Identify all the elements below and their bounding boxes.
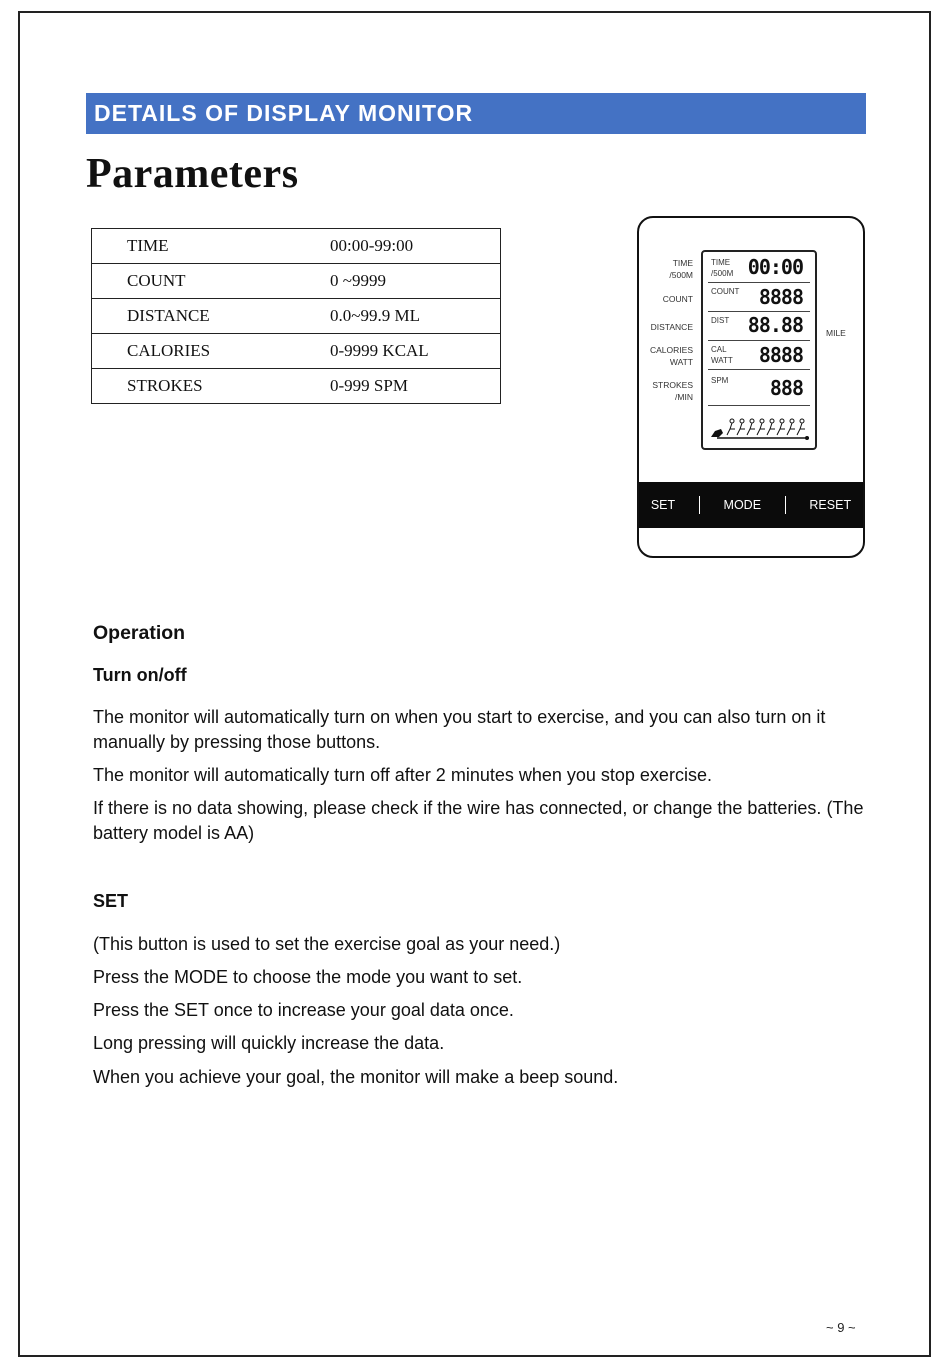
lcd-label-time-line2: /500M: [711, 269, 734, 278]
lcd-dist-value: 88.88: [747, 313, 803, 337]
mode-button[interactable]: MODE: [723, 498, 762, 512]
parameters-table: [91, 228, 501, 404]
page-number: ~ 9 ~: [826, 1320, 856, 1335]
left-label-strokes-line2: /MIN: [675, 392, 693, 402]
lcd-label-cal-line1: CAL: [711, 345, 727, 354]
left-label-calories-line1: CALORIES: [650, 345, 693, 355]
lcd-divider: [708, 405, 810, 406]
lcd-label-time-line1: TIME: [711, 258, 731, 267]
left-label-calories-line2: WATT: [669, 357, 693, 367]
set-paragraph: Press the SET once to increase your goal data once.: [93, 1000, 514, 1020]
lcd-divider: [708, 340, 810, 341]
reset-button[interactable]: RESET: [809, 498, 852, 512]
monitor-diagram: [637, 216, 865, 558]
table-row: [92, 334, 501, 369]
table-row: [92, 369, 501, 404]
param-name: CALORIES: [92, 334, 331, 369]
lcd-label-count: COUNT: [711, 287, 740, 296]
button-divider: [785, 496, 786, 514]
set-paragraph: When you achieve your goal, the monitor will make a beep sound.: [93, 1067, 619, 1087]
left-label-time-line1: TIME: [672, 258, 693, 268]
lcd-screen: [701, 250, 817, 450]
lcd-divider: [708, 282, 810, 283]
turn-on-off-paragraph: The monitor will automatically turn on when you start to exercise, and you can also turn on it manually by pressing those buttons.: [93, 707, 826, 752]
left-label-calories: [650, 344, 693, 368]
lcd-divider: [708, 369, 810, 370]
monitor-button-bar: [639, 482, 863, 528]
param-name: STROKES: [92, 369, 331, 404]
button-divider: [699, 496, 700, 514]
lcd-label-spm: SPM: [711, 376, 729, 385]
left-label-strokes-line1: STROKES: [652, 380, 693, 390]
lcd-time-value: 00:00: [747, 255, 803, 279]
section-header-bar: [86, 93, 866, 134]
lcd-label-time: [711, 257, 733, 279]
param-range: 0 ~9999: [330, 264, 501, 299]
lcd-count-value: 8888: [758, 285, 803, 309]
table-row: [92, 299, 501, 334]
left-label-time-line2: /500M: [669, 270, 693, 280]
set-paragraph: (This button is used to set the exercise goal as your need.): [93, 934, 561, 954]
param-name: DISTANCE: [92, 299, 331, 334]
set-button[interactable]: SET: [650, 498, 676, 512]
set-paragraph: Long pressing will quickly increase the data.: [93, 1033, 445, 1053]
set-heading: SET: [93, 891, 129, 911]
section-header-title: DETAILS OF DISPLAY MONITOR: [94, 100, 474, 126]
left-label-count: COUNT: [662, 294, 693, 304]
rower-progress-icon: [709, 417, 809, 441]
turn-on-off-heading: Turn on/off: [93, 665, 187, 685]
turn-on-off-paragraph: If there is no data showing, please check if the wire has connected, or change the batteries. (The battery model is AA): [93, 798, 864, 843]
right-label-mile: MILE: [826, 328, 846, 338]
left-label-strokes: [652, 379, 693, 403]
parameters-heading: Parameters: [86, 151, 299, 197]
lcd-spm-value: 888: [769, 376, 803, 400]
left-label-time: [669, 257, 693, 281]
param-name: COUNT: [92, 264, 331, 299]
param-range: 0.0~99.9 ML: [330, 299, 501, 334]
lcd-label-dist: DIST: [711, 316, 730, 325]
lcd-label-cal: [711, 344, 733, 366]
param-name: TIME: [92, 229, 331, 264]
param-range: 0-999 SPM: [330, 369, 501, 404]
lcd-label-cal-line2: WATT: [711, 356, 733, 365]
left-label-distance: DISTANCE: [650, 322, 693, 332]
param-range: 00:00-99:00: [330, 229, 501, 264]
operation-heading: Operation: [93, 622, 186, 644]
lcd-divider: [708, 311, 810, 312]
table-row: [92, 264, 501, 299]
lcd-cal-value: 8888: [758, 343, 803, 367]
param-range: 0-9999 KCAL: [330, 334, 501, 369]
turn-on-off-paragraph: The monitor will automatically turn off after 2 minutes when you stop exercise.: [93, 765, 712, 785]
set-paragraph: Press the MODE to choose the mode you want to set.: [93, 967, 523, 987]
table-row: [92, 229, 501, 264]
